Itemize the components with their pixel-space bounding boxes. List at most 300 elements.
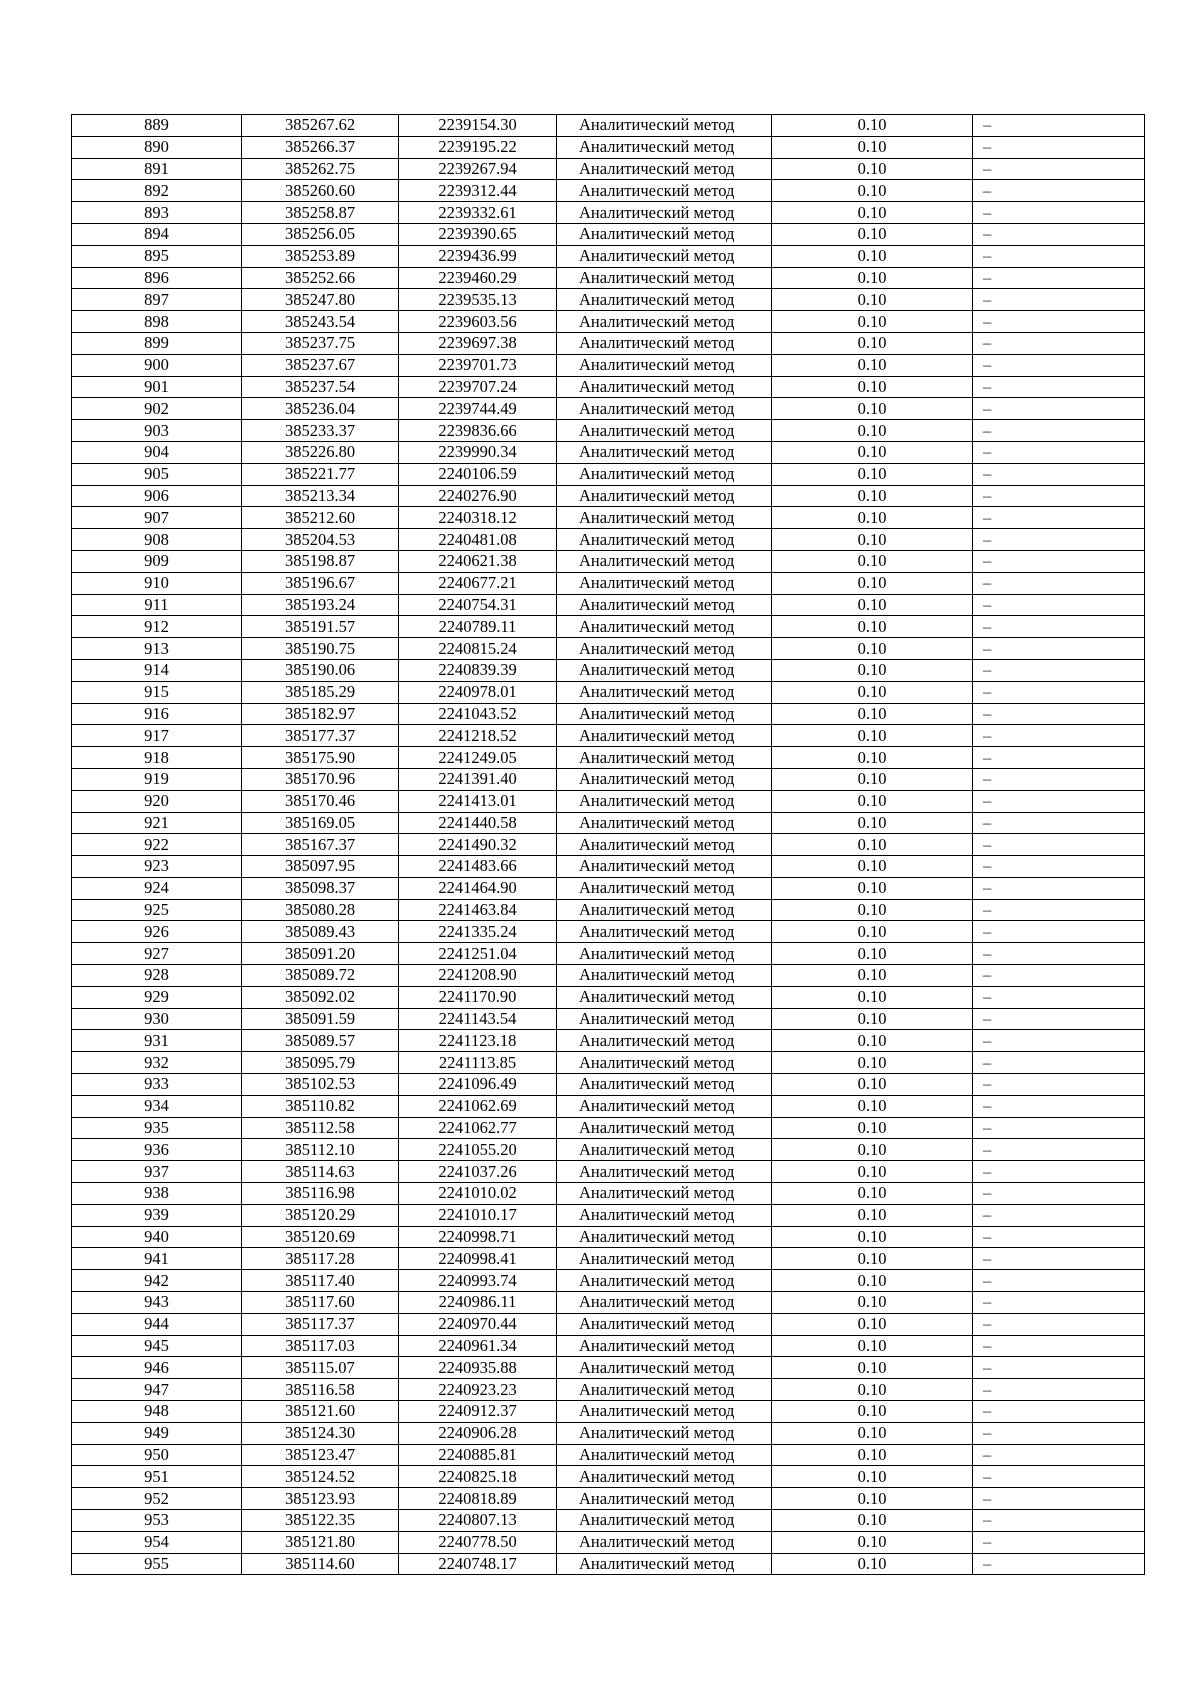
table-row: [72, 507, 1145, 529]
x-coordinate-cell: 385267.62: [242, 115, 399, 137]
y-coordinate-cell: 2241143.54: [399, 1008, 557, 1030]
x-coordinate-cell: 385102.53: [242, 1074, 399, 1096]
note-cell: –: [973, 1422, 1145, 1444]
y-coordinate-cell: 2240912.37: [399, 1401, 557, 1423]
note-cell: –: [973, 1510, 1145, 1532]
table-row: [72, 1422, 1145, 1444]
table-row: [72, 376, 1145, 398]
accuracy-cell: 0.10: [772, 1183, 973, 1205]
x-coordinate-cell: 385190.75: [242, 638, 399, 660]
table-row: [72, 790, 1145, 812]
note-cell: –: [973, 856, 1145, 878]
method-cell: Аналитический метод: [557, 659, 772, 681]
method-cell: Аналитический метод: [557, 332, 772, 354]
note-cell: –: [973, 223, 1145, 245]
method-cell: Аналитический метод: [557, 1095, 772, 1117]
accuracy-cell: 0.10: [772, 529, 973, 551]
x-coordinate-cell: 385233.37: [242, 420, 399, 442]
note-cell: –: [973, 1313, 1145, 1335]
table-row: [72, 398, 1145, 420]
point-number-cell: 935: [72, 1117, 242, 1139]
point-number-cell: 910: [72, 572, 242, 594]
accuracy-cell: 0.10: [772, 1444, 973, 1466]
method-cell: Аналитический метод: [557, 550, 772, 572]
y-coordinate-cell: 2240986.11: [399, 1292, 557, 1314]
point-number-cell: 937: [72, 1161, 242, 1183]
point-number-cell: 929: [72, 986, 242, 1008]
method-cell: Аналитический метод: [557, 768, 772, 790]
point-number-cell: 938: [72, 1183, 242, 1205]
method-cell: Аналитический метод: [557, 1553, 772, 1575]
method-cell: Аналитический метод: [557, 398, 772, 420]
table-row: [72, 311, 1145, 333]
y-coordinate-cell: 2241391.40: [399, 768, 557, 790]
table-row: [72, 725, 1145, 747]
y-coordinate-cell: 2241483.66: [399, 856, 557, 878]
note-cell: –: [973, 202, 1145, 224]
y-coordinate-cell: 2240993.74: [399, 1270, 557, 1292]
table-row: [72, 703, 1145, 725]
table-row: [72, 1510, 1145, 1532]
table-row: [72, 877, 1145, 899]
method-cell: Аналитический метод: [557, 1226, 772, 1248]
point-number-cell: 911: [72, 594, 242, 616]
method-cell: Аналитический метод: [557, 158, 772, 180]
x-coordinate-cell: 385190.06: [242, 659, 399, 681]
point-number-cell: 923: [72, 856, 242, 878]
point-number-cell: 921: [72, 812, 242, 834]
accuracy-cell: 0.10: [772, 1248, 973, 1270]
point-number-cell: 940: [72, 1226, 242, 1248]
accuracy-cell: 0.10: [772, 921, 973, 943]
accuracy-cell: 0.10: [772, 1074, 973, 1096]
method-cell: Аналитический метод: [557, 1030, 772, 1052]
y-coordinate-cell: 2240978.01: [399, 681, 557, 703]
x-coordinate-cell: 385121.60: [242, 1401, 399, 1423]
table-body: [72, 115, 1145, 1575]
x-coordinate-cell: 385112.10: [242, 1139, 399, 1161]
accuracy-cell: 0.10: [772, 441, 973, 463]
point-number-cell: 922: [72, 834, 242, 856]
method-cell: Аналитический метод: [557, 267, 772, 289]
method-cell: Аналитический метод: [557, 1292, 772, 1314]
point-number-cell: 898: [72, 311, 242, 333]
table-row: [72, 1226, 1145, 1248]
accuracy-cell: 0.10: [772, 1313, 973, 1335]
note-cell: –: [973, 529, 1145, 551]
method-cell: Аналитический метод: [557, 943, 772, 965]
method-cell: Аналитический метод: [557, 965, 772, 987]
accuracy-cell: 0.10: [772, 1292, 973, 1314]
table-row: [72, 986, 1145, 1008]
method-cell: Аналитический метод: [557, 245, 772, 267]
table-row: [72, 1313, 1145, 1335]
y-coordinate-cell: 2240935.88: [399, 1357, 557, 1379]
table-row: [72, 1183, 1145, 1205]
x-coordinate-cell: 385095.79: [242, 1052, 399, 1074]
x-coordinate-cell: 385114.63: [242, 1161, 399, 1183]
accuracy-cell: 0.10: [772, 856, 973, 878]
y-coordinate-cell: 2241335.24: [399, 921, 557, 943]
point-number-cell: 906: [72, 485, 242, 507]
point-number-cell: 916: [72, 703, 242, 725]
point-number-cell: 909: [72, 550, 242, 572]
point-number-cell: 925: [72, 899, 242, 921]
x-coordinate-cell: 385253.89: [242, 245, 399, 267]
x-coordinate-cell: 385204.53: [242, 529, 399, 551]
y-coordinate-cell: 2239990.34: [399, 441, 557, 463]
note-cell: –: [973, 1270, 1145, 1292]
x-coordinate-cell: 385247.80: [242, 289, 399, 311]
y-coordinate-cell: 2240815.24: [399, 638, 557, 660]
y-coordinate-cell: 2241062.69: [399, 1095, 557, 1117]
method-cell: Аналитический метод: [557, 921, 772, 943]
x-coordinate-cell: 385175.90: [242, 747, 399, 769]
method-cell: Аналитический метод: [557, 420, 772, 442]
x-coordinate-cell: 385169.05: [242, 812, 399, 834]
x-coordinate-cell: 385252.66: [242, 267, 399, 289]
y-coordinate-cell: 2239332.61: [399, 202, 557, 224]
point-number-cell: 912: [72, 616, 242, 638]
accuracy-cell: 0.10: [772, 1226, 973, 1248]
point-number-cell: 891: [72, 158, 242, 180]
x-coordinate-cell: 385117.40: [242, 1270, 399, 1292]
y-coordinate-cell: 2240621.38: [399, 550, 557, 572]
note-cell: –: [973, 572, 1145, 594]
y-coordinate-cell: 2240998.71: [399, 1226, 557, 1248]
y-coordinate-cell: 2240818.89: [399, 1488, 557, 1510]
y-coordinate-cell: 2241043.52: [399, 703, 557, 725]
accuracy-cell: 0.10: [772, 965, 973, 987]
note-cell: –: [973, 441, 1145, 463]
accuracy-cell: 0.10: [772, 245, 973, 267]
note-cell: –: [973, 136, 1145, 158]
accuracy-cell: 0.10: [772, 507, 973, 529]
method-cell: Аналитический метод: [557, 1379, 772, 1401]
point-number-cell: 927: [72, 943, 242, 965]
note-cell: –: [973, 332, 1145, 354]
point-number-cell: 915: [72, 681, 242, 703]
method-cell: Аналитический метод: [557, 463, 772, 485]
method-cell: Аналитический метод: [557, 747, 772, 769]
x-coordinate-cell: 385117.37: [242, 1313, 399, 1335]
note-cell: –: [973, 986, 1145, 1008]
note-cell: –: [973, 943, 1145, 965]
x-coordinate-cell: 385170.96: [242, 768, 399, 790]
note-cell: –: [973, 1008, 1145, 1030]
point-number-cell: 952: [72, 1488, 242, 1510]
x-coordinate-cell: 385117.28: [242, 1248, 399, 1270]
note-cell: –: [973, 703, 1145, 725]
y-coordinate-cell: 2239390.65: [399, 223, 557, 245]
note-cell: –: [973, 463, 1145, 485]
point-number-cell: 949: [72, 1422, 242, 1444]
method-cell: Аналитический метод: [557, 1510, 772, 1532]
note-cell: –: [973, 1226, 1145, 1248]
x-coordinate-cell: 385092.02: [242, 986, 399, 1008]
y-coordinate-cell: 2240825.18: [399, 1466, 557, 1488]
point-number-cell: 901: [72, 376, 242, 398]
method-cell: Аналитический метод: [557, 1422, 772, 1444]
note-cell: –: [973, 921, 1145, 943]
table-row: [72, 354, 1145, 376]
note-cell: –: [973, 899, 1145, 921]
point-number-cell: 931: [72, 1030, 242, 1052]
x-coordinate-cell: 385167.37: [242, 834, 399, 856]
accuracy-cell: 0.10: [772, 376, 973, 398]
table-row: [72, 965, 1145, 987]
y-coordinate-cell: 2241440.58: [399, 812, 557, 834]
table-row: [72, 420, 1145, 442]
point-number-cell: 913: [72, 638, 242, 660]
method-cell: Аналитический метод: [557, 1401, 772, 1423]
method-cell: Аналитический метод: [557, 485, 772, 507]
point-number-cell: 904: [72, 441, 242, 463]
table-row: [72, 550, 1145, 572]
point-number-cell: 918: [72, 747, 242, 769]
x-coordinate-cell: 385266.37: [242, 136, 399, 158]
accuracy-cell: 0.10: [772, 768, 973, 790]
table-row: [72, 202, 1145, 224]
accuracy-cell: 0.10: [772, 267, 973, 289]
note-cell: –: [973, 1139, 1145, 1161]
accuracy-cell: 0.10: [772, 1030, 973, 1052]
accuracy-cell: 0.10: [772, 463, 973, 485]
x-coordinate-cell: 385115.07: [242, 1357, 399, 1379]
note-cell: –: [973, 180, 1145, 202]
y-coordinate-cell: 2239267.94: [399, 158, 557, 180]
note-cell: –: [973, 1030, 1145, 1052]
point-number-cell: 955: [72, 1553, 242, 1575]
table-row: [72, 572, 1145, 594]
x-coordinate-cell: 385196.67: [242, 572, 399, 594]
point-number-cell: 928: [72, 965, 242, 987]
note-cell: –: [973, 1357, 1145, 1379]
y-coordinate-cell: 2240885.81: [399, 1444, 557, 1466]
method-cell: Аналитический метод: [557, 115, 772, 137]
x-coordinate-cell: 385193.24: [242, 594, 399, 616]
accuracy-cell: 0.10: [772, 1357, 973, 1379]
accuracy-cell: 0.10: [772, 311, 973, 333]
note-cell: –: [973, 1248, 1145, 1270]
x-coordinate-cell: 385182.97: [242, 703, 399, 725]
method-cell: Аналитический метод: [557, 1161, 772, 1183]
point-number-cell: 942: [72, 1270, 242, 1292]
accuracy-cell: 0.10: [772, 485, 973, 507]
note-cell: –: [973, 1444, 1145, 1466]
method-cell: Аналитический метод: [557, 681, 772, 703]
y-coordinate-cell: 2240923.23: [399, 1379, 557, 1401]
accuracy-cell: 0.10: [772, 180, 973, 202]
note-cell: –: [973, 115, 1145, 137]
y-coordinate-cell: 2240318.12: [399, 507, 557, 529]
table-row: [72, 1052, 1145, 1074]
point-number-cell: 941: [72, 1248, 242, 1270]
table-row: [72, 245, 1145, 267]
note-cell: –: [973, 354, 1145, 376]
x-coordinate-cell: 385117.03: [242, 1335, 399, 1357]
method-cell: Аналитический метод: [557, 507, 772, 529]
coordinates-table: [71, 114, 1145, 1575]
y-coordinate-cell: 2239154.30: [399, 115, 557, 137]
note-cell: –: [973, 550, 1145, 572]
point-number-cell: 890: [72, 136, 242, 158]
table-row: [72, 899, 1145, 921]
accuracy-cell: 0.10: [772, 1270, 973, 1292]
table-row: [72, 1139, 1145, 1161]
accuracy-cell: 0.10: [772, 1335, 973, 1357]
method-cell: Аналитический метод: [557, 638, 772, 660]
y-coordinate-cell: 2239460.29: [399, 267, 557, 289]
y-coordinate-cell: 2241062.77: [399, 1117, 557, 1139]
accuracy-cell: 0.10: [772, 1161, 973, 1183]
y-coordinate-cell: 2240789.11: [399, 616, 557, 638]
accuracy-cell: 0.10: [772, 1052, 973, 1074]
table-row: [72, 1292, 1145, 1314]
point-number-cell: 892: [72, 180, 242, 202]
note-cell: –: [973, 398, 1145, 420]
y-coordinate-cell: 2241010.02: [399, 1183, 557, 1205]
x-coordinate-cell: 385097.95: [242, 856, 399, 878]
method-cell: Аналитический метод: [557, 376, 772, 398]
accuracy-cell: 0.10: [772, 616, 973, 638]
x-coordinate-cell: 385120.69: [242, 1226, 399, 1248]
x-coordinate-cell: 385121.80: [242, 1531, 399, 1553]
y-coordinate-cell: 2241218.52: [399, 725, 557, 747]
point-number-cell: 939: [72, 1204, 242, 1226]
method-cell: Аналитический метод: [557, 856, 772, 878]
y-coordinate-cell: 2241251.04: [399, 943, 557, 965]
accuracy-cell: 0.10: [772, 354, 973, 376]
table-row: [72, 180, 1145, 202]
x-coordinate-cell: 385262.75: [242, 158, 399, 180]
method-cell: Аналитический метод: [557, 1117, 772, 1139]
point-number-cell: 920: [72, 790, 242, 812]
accuracy-cell: 0.10: [772, 289, 973, 311]
accuracy-cell: 0.10: [772, 790, 973, 812]
method-cell: Аналитический метод: [557, 1488, 772, 1510]
point-number-cell: 954: [72, 1531, 242, 1553]
y-coordinate-cell: 2241010.17: [399, 1204, 557, 1226]
accuracy-cell: 0.10: [772, 1488, 973, 1510]
table-row: [72, 616, 1145, 638]
point-number-cell: 943: [72, 1292, 242, 1314]
method-cell: Аналитический метод: [557, 1357, 772, 1379]
y-coordinate-cell: 2241464.90: [399, 877, 557, 899]
note-cell: –: [973, 594, 1145, 616]
y-coordinate-cell: 2240906.28: [399, 1422, 557, 1444]
method-cell: Аналитический метод: [557, 1531, 772, 1553]
point-number-cell: 944: [72, 1313, 242, 1335]
method-cell: Аналитический метод: [557, 1270, 772, 1292]
y-coordinate-cell: 2241170.90: [399, 986, 557, 1008]
accuracy-cell: 0.10: [772, 1510, 973, 1532]
x-coordinate-cell: 385089.43: [242, 921, 399, 943]
note-cell: –: [973, 1074, 1145, 1096]
y-coordinate-cell: 2241123.18: [399, 1030, 557, 1052]
method-cell: Аналитический метод: [557, 1183, 772, 1205]
point-number-cell: 932: [72, 1052, 242, 1074]
note-cell: –: [973, 1183, 1145, 1205]
note-cell: –: [973, 158, 1145, 180]
x-coordinate-cell: 385170.46: [242, 790, 399, 812]
x-coordinate-cell: 385116.98: [242, 1183, 399, 1205]
note-cell: –: [973, 1161, 1145, 1183]
table-row: [72, 1204, 1145, 1226]
accuracy-cell: 0.10: [772, 1466, 973, 1488]
method-cell: Аналитический метод: [557, 725, 772, 747]
y-coordinate-cell: 2240106.59: [399, 463, 557, 485]
accuracy-cell: 0.10: [772, 812, 973, 834]
accuracy-cell: 0.10: [772, 1401, 973, 1423]
accuracy-cell: 0.10: [772, 550, 973, 572]
y-coordinate-cell: 2240276.90: [399, 485, 557, 507]
y-coordinate-cell: 2240677.21: [399, 572, 557, 594]
y-coordinate-cell: 2239707.24: [399, 376, 557, 398]
method-cell: Аналитический метод: [557, 1008, 772, 1030]
accuracy-cell: 0.10: [772, 158, 973, 180]
note-cell: –: [973, 1204, 1145, 1226]
y-coordinate-cell: 2239697.38: [399, 332, 557, 354]
x-coordinate-cell: 385237.75: [242, 332, 399, 354]
x-coordinate-cell: 385226.80: [242, 441, 399, 463]
x-coordinate-cell: 385191.57: [242, 616, 399, 638]
accuracy-cell: 0.10: [772, 899, 973, 921]
accuracy-cell: 0.10: [772, 398, 973, 420]
table-row: [72, 1161, 1145, 1183]
y-coordinate-cell: 2239535.13: [399, 289, 557, 311]
table-row: [72, 223, 1145, 245]
table-row: [72, 463, 1145, 485]
x-coordinate-cell: 385123.47: [242, 1444, 399, 1466]
y-coordinate-cell: 2240748.17: [399, 1553, 557, 1575]
method-cell: Аналитический метод: [557, 1466, 772, 1488]
note-cell: –: [973, 420, 1145, 442]
point-number-cell: 889: [72, 115, 242, 137]
table-row: [72, 136, 1145, 158]
method-cell: Аналитический метод: [557, 136, 772, 158]
table-row: [72, 289, 1145, 311]
point-number-cell: 893: [72, 202, 242, 224]
point-number-cell: 934: [72, 1095, 242, 1117]
note-cell: –: [973, 245, 1145, 267]
x-coordinate-cell: 385114.60: [242, 1553, 399, 1575]
point-number-cell: 907: [72, 507, 242, 529]
accuracy-cell: 0.10: [772, 877, 973, 899]
method-cell: Аналитический метод: [557, 877, 772, 899]
point-number-cell: 919: [72, 768, 242, 790]
point-number-cell: 936: [72, 1139, 242, 1161]
x-coordinate-cell: 385177.37: [242, 725, 399, 747]
y-coordinate-cell: 2239744.49: [399, 398, 557, 420]
method-cell: Аналитический метод: [557, 834, 772, 856]
point-number-cell: 930: [72, 1008, 242, 1030]
point-number-cell: 896: [72, 267, 242, 289]
y-coordinate-cell: 2239436.99: [399, 245, 557, 267]
method-cell: Аналитический метод: [557, 441, 772, 463]
y-coordinate-cell: 2241413.01: [399, 790, 557, 812]
accuracy-cell: 0.10: [772, 1117, 973, 1139]
note-cell: –: [973, 507, 1145, 529]
y-coordinate-cell: 2241249.05: [399, 747, 557, 769]
note-cell: –: [973, 659, 1145, 681]
note-cell: –: [973, 877, 1145, 899]
point-number-cell: 902: [72, 398, 242, 420]
table-row: [72, 681, 1145, 703]
note-cell: –: [973, 1052, 1145, 1074]
table-row: [72, 158, 1145, 180]
method-cell: Аналитический метод: [557, 180, 772, 202]
